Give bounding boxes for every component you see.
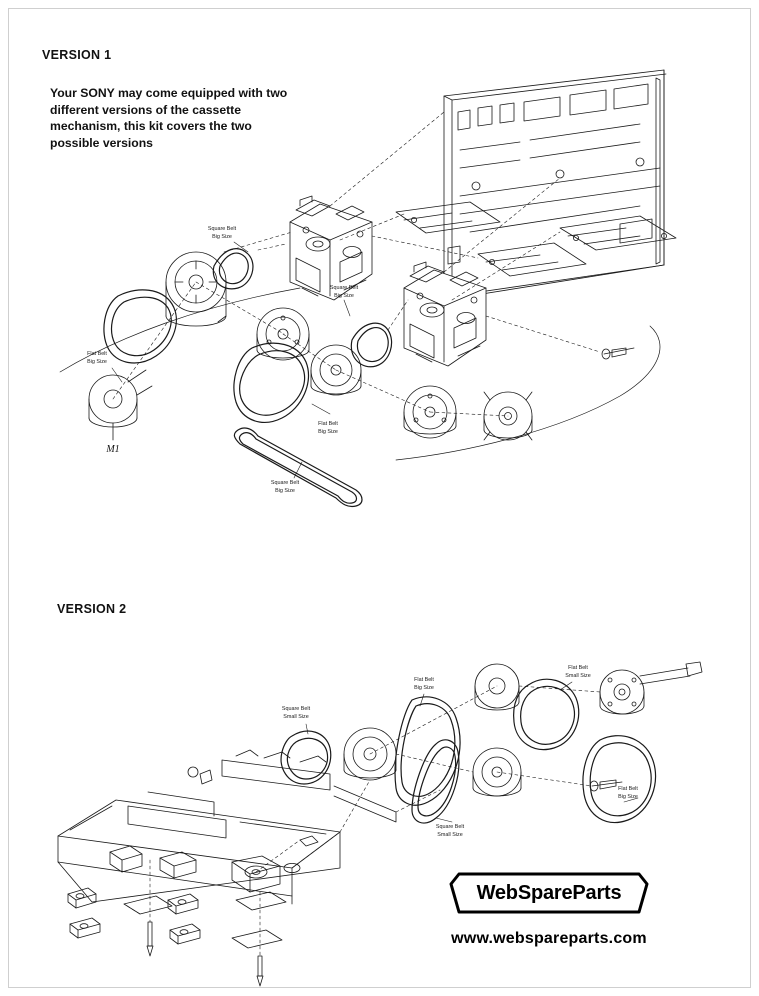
callout-label: Square Belt xyxy=(207,226,237,232)
chassis-frame-v2 xyxy=(58,750,396,904)
callout-label: Small Size xyxy=(437,832,463,838)
belt-square-small-2 xyxy=(412,740,459,823)
callout-label: Flat Belt xyxy=(87,351,107,357)
callout-leaders-v2 xyxy=(306,682,638,822)
callout-label: Big Size xyxy=(275,488,295,494)
callout-label: Big Size xyxy=(318,429,338,435)
pulley-v2-top xyxy=(475,664,519,710)
logo-url: www.webspareparts.com xyxy=(451,930,647,947)
callout-label: Flat Belt xyxy=(568,665,588,671)
logo-shield xyxy=(449,872,649,914)
callout-label: Big Size xyxy=(87,359,107,365)
callout-label: Square Belt xyxy=(270,480,300,486)
intro-paragraph: Your SONY may come equipped with two different versions of the cassette mechanism, this kit covers the two possible versions xyxy=(50,86,288,150)
callout-label: Flat Belt xyxy=(414,677,434,683)
logo-text: WebSpareParts xyxy=(476,882,622,904)
footer-logo-block xyxy=(424,872,674,948)
callout-label: Flat Belt xyxy=(318,421,338,427)
callout-label: Big Size xyxy=(212,234,232,240)
version-1-heading: VERSION 1 xyxy=(42,48,112,62)
callout-label: Square Belt xyxy=(329,285,359,291)
callout-label: Square Belt xyxy=(435,824,465,830)
callout-label: Flat Belt xyxy=(618,786,638,792)
belt-flat-big-v2-2 xyxy=(583,736,656,823)
callout-label: Small Size xyxy=(283,714,309,720)
belt-square-small-1 xyxy=(281,731,331,784)
callout-label: Square Belt xyxy=(281,706,311,712)
callout-label: Big Size xyxy=(618,794,638,800)
bracket-parts-v2 xyxy=(68,888,286,986)
motor-m1-label: M1 xyxy=(106,444,120,455)
callout-label: Big Size xyxy=(414,685,434,691)
motor-v2-right xyxy=(600,662,702,714)
callout-label: Small Size xyxy=(565,673,591,679)
version-2-heading: VERSION 2 xyxy=(57,602,127,616)
callout-label: Big Size xyxy=(334,293,354,299)
